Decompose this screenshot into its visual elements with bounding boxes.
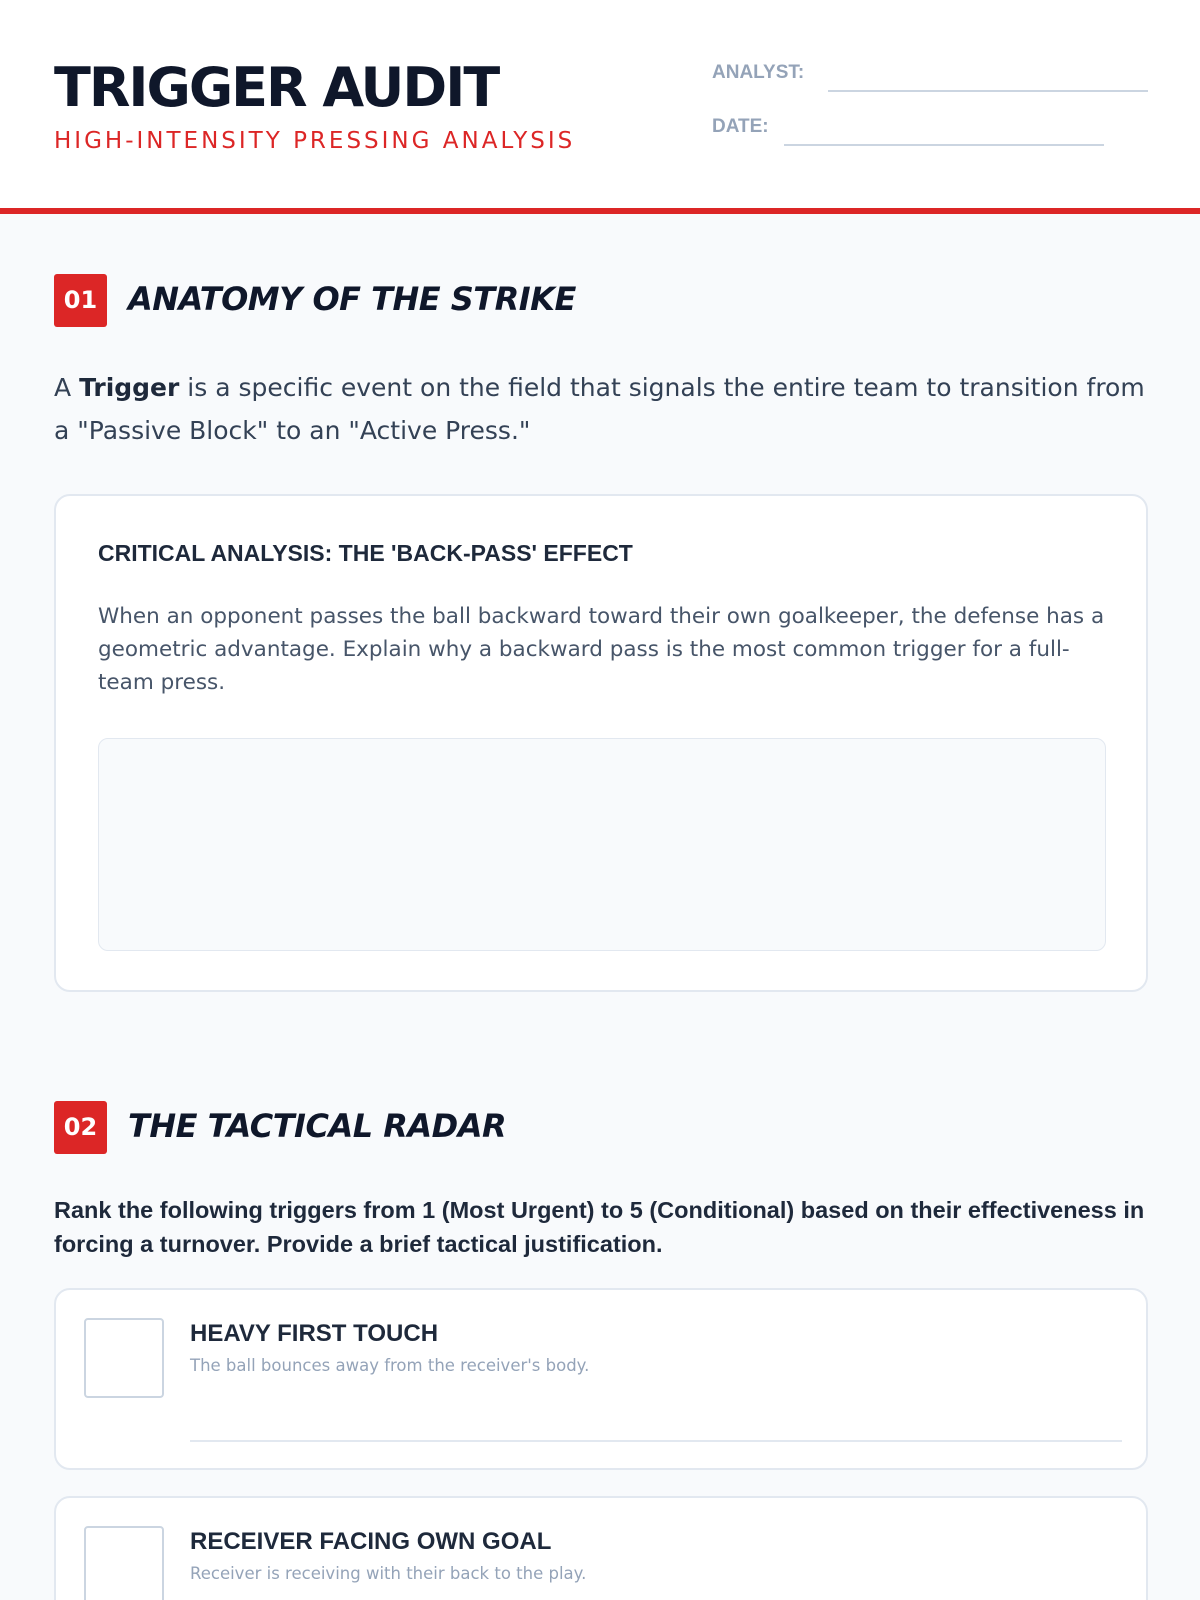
trigger-item <box>54 1496 1148 1600</box>
page-subtitle: HIGH-INTENSITY PRESSING ANALYSIS <box>54 128 576 154</box>
justification-line[interactable] <box>190 1440 1122 1442</box>
critical-analysis-card <box>54 494 1148 992</box>
intro-prefix: A <box>54 373 80 402</box>
page-title: TRIGGER AUDIT <box>54 56 499 119</box>
card-title: CRITICAL ANALYSIS: THE 'BACK-PASS' EFFECT <box>98 540 633 566</box>
trigger-name: RECEIVER FACING OWN GOAL <box>190 1528 552 1555</box>
section-title: THE TACTICAL RADAR <box>128 1107 507 1145</box>
section-number-badge: 01 <box>54 274 107 327</box>
page-header <box>0 0 1200 214</box>
rank-input[interactable] <box>84 1318 164 1398</box>
section-number-badge: 02 <box>54 1101 107 1154</box>
trigger-name: HEAVY FIRST TOUCH <box>190 1320 439 1347</box>
intro-bold-term: Trigger <box>79 373 180 402</box>
rank-input[interactable] <box>84 1526 164 1600</box>
date-label: DATE: <box>712 116 769 137</box>
trigger-item <box>54 1288 1148 1470</box>
date-field[interactable] <box>784 144 1104 146</box>
intro-rest: is a specific event on the field that signals the entire team to transition from a "Passive Block" to an "Active Press." <box>54 373 1145 445</box>
card-body: When an opponent passes the ball backward toward their own goalkeeper, the defense has a geometric advantage. Explain why a backward pass is the most common trigger for a full-team press. <box>98 604 1105 695</box>
trigger-description: Receiver is receiving with their back to the play. <box>190 1564 587 1583</box>
trigger-description: The ball bounces away from the receiver's body. <box>190 1356 590 1375</box>
analyst-field[interactable] <box>828 90 1148 92</box>
section-intro <box>54 366 1154 452</box>
section-title: ANATOMY OF THE STRIKE <box>128 280 576 318</box>
answer-textarea[interactable] <box>98 738 1106 951</box>
analyst-label: ANALYST: <box>712 62 805 83</box>
ranking-instructions: Rank the following triggers from 1 (Most Urgent) to 5 (Conditional) based on their effectiveness in forcing a turnover. Provide a brief tactical justification. <box>54 1197 1145 1257</box>
